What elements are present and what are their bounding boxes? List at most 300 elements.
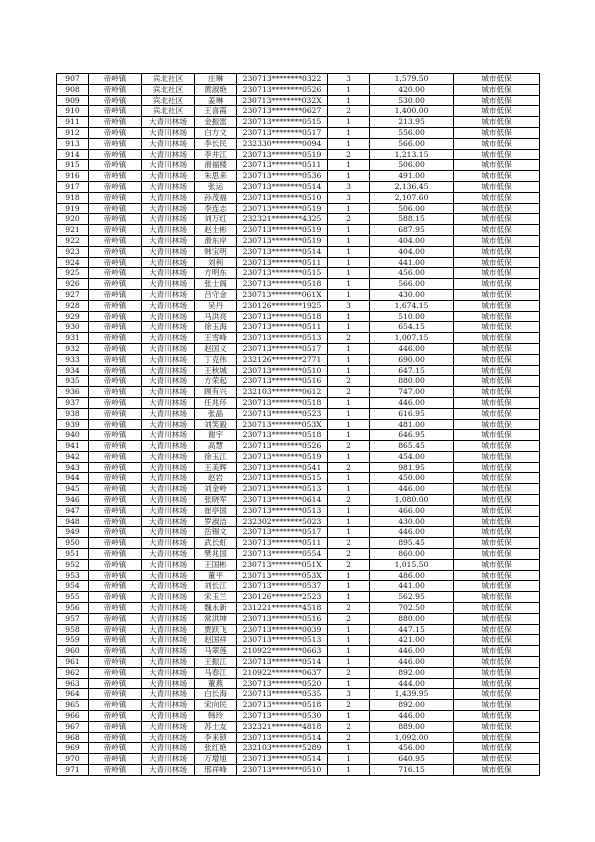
household-size-cell: 2 [328, 462, 370, 473]
household-size-cell: 1 [328, 408, 370, 419]
category-cell: 城市低保 [454, 203, 540, 214]
name-cell: 赵士彬 [195, 225, 237, 236]
amount-cell: 444.00 [370, 678, 454, 689]
household-size-cell: 1 [328, 289, 370, 300]
village-cell: 大青川林场 [142, 138, 195, 149]
amount-cell: 530.00 [370, 95, 454, 106]
table-row [57, 603, 540, 614]
id-number-cell: 232126********2771 [237, 354, 328, 365]
table-row [57, 689, 540, 700]
category-cell: 城市低保 [454, 624, 540, 635]
category-cell: 城市低保 [454, 181, 540, 192]
name-cell: 张运 [195, 181, 237, 192]
row-number: 971 [57, 765, 89, 776]
village-cell: 大青川林场 [142, 343, 195, 354]
id-number-cell: 230713********0518 [237, 700, 328, 711]
village-cell: 大青川林场 [142, 365, 195, 376]
row-number: 922 [57, 235, 89, 246]
amount-cell: 446.00 [370, 657, 454, 668]
town-cell: 帝岭镇 [89, 257, 142, 268]
id-number-cell: 230713********0514 [237, 246, 328, 257]
town-cell: 帝岭镇 [89, 333, 142, 344]
category-cell: 城市低保 [454, 689, 540, 700]
town-cell: 帝岭镇 [89, 538, 142, 549]
village-cell: 大青川林场 [142, 235, 195, 246]
household-size-cell: 2 [328, 214, 370, 225]
row-number: 931 [57, 333, 89, 344]
household-size-cell: 1 [328, 246, 370, 257]
category-cell: 城市低保 [454, 246, 540, 257]
town-cell: 帝岭镇 [89, 462, 142, 473]
table-row [57, 419, 540, 430]
id-number-cell: 230713********0519 [237, 451, 328, 462]
town-cell: 帝岭镇 [89, 549, 142, 560]
category-cell: 城市低保 [454, 505, 540, 516]
town-cell: 帝岭镇 [89, 322, 142, 333]
id-number-cell: 232330********0094 [237, 138, 328, 149]
name-cell: 贾跃飞 [195, 624, 237, 635]
amount-cell: 446.00 [370, 711, 454, 722]
row-number: 925 [57, 268, 89, 279]
table-row [57, 678, 540, 689]
category-cell: 城市低保 [454, 171, 540, 182]
household-size-cell: 1 [328, 473, 370, 484]
table-row [57, 268, 540, 279]
amount-cell: 747.00 [370, 387, 454, 398]
amount-cell: 456.00 [370, 743, 454, 754]
household-size-cell: 1 [328, 171, 370, 182]
table-row [57, 624, 540, 635]
table-row [57, 192, 540, 203]
name-cell: 董燕 [195, 678, 237, 689]
village-cell: 大青川林场 [142, 397, 195, 408]
table-row [57, 592, 540, 603]
amount-cell: 450.00 [370, 473, 454, 484]
table-row [57, 95, 540, 106]
category-cell: 城市低保 [454, 613, 540, 624]
category-cell: 城市低保 [454, 333, 540, 344]
amount-cell: 562.95 [370, 592, 454, 603]
table-row [57, 171, 540, 182]
table-row [57, 74, 540, 85]
table-row [57, 117, 540, 128]
category-cell: 城市低保 [454, 322, 540, 333]
amount-cell: 1,213.15 [370, 149, 454, 160]
category-cell: 城市低保 [454, 527, 540, 538]
town-cell: 帝岭镇 [89, 495, 142, 506]
id-number-cell: 230713********0523 [237, 408, 328, 419]
row-number: 968 [57, 732, 89, 743]
name-cell: 赵岩 [195, 473, 237, 484]
household-size-cell: 1 [328, 646, 370, 657]
table-row [57, 322, 540, 333]
name-cell: 吴丹 [195, 300, 237, 311]
village-cell: 大青川林场 [142, 246, 195, 257]
category-cell: 城市低保 [454, 603, 540, 614]
row-number: 912 [57, 127, 89, 138]
row-number: 970 [57, 754, 89, 765]
table-row [57, 743, 540, 754]
table-row [57, 559, 540, 570]
village-cell: 大青川林场 [142, 203, 195, 214]
town-cell: 帝岭镇 [89, 700, 142, 711]
amount-cell: 865.45 [370, 441, 454, 452]
id-number-cell: 230713********0535 [237, 689, 328, 700]
town-cell: 帝岭镇 [89, 667, 142, 678]
table-row [57, 495, 540, 506]
name-cell: 任兆环 [195, 397, 237, 408]
category-cell: 城市低保 [454, 311, 540, 322]
table-row [57, 300, 540, 311]
name-cell: 苏士友 [195, 721, 237, 732]
name-cell: 魏永新 [195, 603, 237, 614]
id-number-cell: 232302********5023 [237, 516, 328, 527]
household-size-cell: 1 [328, 225, 370, 236]
id-number-cell: 230713********0518 [237, 311, 328, 322]
name-cell: 王国彬 [195, 559, 237, 570]
id-number-cell: 230713********0519 [237, 203, 328, 214]
amount-cell: 654.15 [370, 322, 454, 333]
table-row [57, 765, 540, 776]
village-cell: 大青川林场 [142, 495, 195, 506]
household-size-cell: 2 [328, 149, 370, 160]
row-number: 964 [57, 689, 89, 700]
village-cell: 大青川林场 [142, 160, 195, 171]
id-number-cell: 230713********0518 [237, 397, 328, 408]
amount-cell: 1,007.15 [370, 333, 454, 344]
town-cell: 帝岭镇 [89, 657, 142, 668]
village-cell: 大青川林场 [142, 732, 195, 743]
village-cell: 大青川林场 [142, 289, 195, 300]
table-row [57, 311, 540, 322]
table-row [57, 279, 540, 290]
name-cell: 刘长江 [195, 581, 237, 592]
town-cell: 帝岭镇 [89, 300, 142, 311]
name-cell: 王雪峰 [195, 333, 237, 344]
household-size-cell: 2 [328, 721, 370, 732]
name-cell: 赵国祥 [195, 635, 237, 646]
table-row [57, 732, 540, 743]
household-size-cell: 1 [328, 257, 370, 268]
village-cell: 大青川林场 [142, 279, 195, 290]
village-cell: 大青川林场 [142, 613, 195, 624]
table-row [57, 570, 540, 581]
town-cell: 帝岭镇 [89, 117, 142, 128]
village-cell: 大青川林场 [142, 667, 195, 678]
amount-cell: 446.00 [370, 397, 454, 408]
id-number-cell: 230713********0322 [237, 74, 328, 85]
amount-cell: 213.95 [370, 117, 454, 128]
amount-cell: 1,015.50 [370, 559, 454, 570]
amount-cell: 690.00 [370, 354, 454, 365]
name-cell: 顾有兴 [195, 387, 237, 398]
category-cell: 城市低保 [454, 343, 540, 354]
name-cell: 徐玉江 [195, 451, 237, 462]
amount-cell: 441.00 [370, 581, 454, 592]
household-size-cell: 2 [328, 333, 370, 344]
category-cell: 城市低保 [454, 592, 540, 603]
town-cell: 帝岭镇 [89, 214, 142, 225]
id-number-cell: 230713********0511 [237, 257, 328, 268]
town-cell: 帝岭镇 [89, 732, 142, 743]
name-cell: 张红艳 [195, 743, 237, 754]
amount-cell: 895.45 [370, 538, 454, 549]
id-number-cell: 230713********0510 [237, 365, 328, 376]
name-cell: 宋玉兰 [195, 592, 237, 603]
category-cell: 城市低保 [454, 138, 540, 149]
name-cell: 丁克伟 [195, 354, 237, 365]
id-number-cell: 230713********0526 [237, 441, 328, 452]
id-number-cell: 230126********1925 [237, 300, 328, 311]
category-cell: 城市低保 [454, 743, 540, 754]
id-number-cell: 230713********0514 [237, 657, 328, 668]
table-row [57, 354, 540, 365]
name-cell: 金振雷 [195, 117, 237, 128]
id-number-cell: 230713********0513 [237, 635, 328, 646]
row-number: 948 [57, 516, 89, 527]
name-cell: 张晶 [195, 408, 237, 419]
name-cell: 方明东 [195, 268, 237, 279]
name-cell: 方荣起 [195, 376, 237, 387]
amount-cell: 454.00 [370, 451, 454, 462]
row-number: 920 [57, 214, 89, 225]
row-number: 932 [57, 343, 89, 354]
village-cell: 大青川林场 [142, 192, 195, 203]
town-cell: 帝岭镇 [89, 408, 142, 419]
amount-cell: 892.00 [370, 700, 454, 711]
row-number: 914 [57, 149, 89, 160]
name-cell: 黄淑艳 [195, 84, 237, 95]
category-cell: 城市低保 [454, 289, 540, 300]
category-cell: 城市低保 [454, 700, 540, 711]
row-number: 934 [57, 365, 89, 376]
row-number: 966 [57, 711, 89, 722]
id-number-cell: 230713********0537 [237, 581, 328, 592]
name-cell: 常洪坤 [195, 613, 237, 624]
town-cell: 帝岭镇 [89, 171, 142, 182]
category-cell: 城市低保 [454, 84, 540, 95]
household-size-cell: 2 [328, 603, 370, 614]
town-cell: 帝岭镇 [89, 397, 142, 408]
village-cell: 宾北社区 [142, 84, 195, 95]
name-cell: 武长虹 [195, 538, 237, 549]
household-size-cell: 1 [328, 235, 370, 246]
row-number: 935 [57, 376, 89, 387]
amount-cell: 566.00 [370, 138, 454, 149]
table-row [57, 473, 540, 484]
household-size-cell: 3 [328, 192, 370, 203]
id-number-cell: 210922********0663 [237, 646, 328, 657]
id-number-cell: 230713********032X [237, 95, 328, 106]
household-size-cell: 1 [328, 322, 370, 333]
village-cell: 大青川林场 [142, 657, 195, 668]
category-cell: 城市低保 [454, 225, 540, 236]
row-number: 911 [57, 117, 89, 128]
id-number-cell: 230713********0517 [237, 127, 328, 138]
id-number-cell: 230713********0515 [237, 268, 328, 279]
amount-cell: 880.00 [370, 613, 454, 624]
category-cell: 城市低保 [454, 516, 540, 527]
id-number-cell: 230713********0520 [237, 678, 328, 689]
category-cell: 城市低保 [454, 765, 540, 776]
table-row [57, 408, 540, 419]
village-cell: 大青川林场 [142, 462, 195, 473]
id-number-cell: 230713********0627 [237, 106, 328, 117]
row-number: 949 [57, 527, 89, 538]
category-cell: 城市低保 [454, 495, 540, 506]
id-number-cell: 230713********0514 [237, 754, 328, 765]
village-cell: 大青川林场 [142, 559, 195, 570]
village-cell: 大青川林场 [142, 419, 195, 430]
category-cell: 城市低保 [454, 106, 540, 117]
row-number: 963 [57, 678, 89, 689]
name-cell: 岳锡文 [195, 527, 237, 538]
row-number: 907 [57, 74, 89, 85]
table-row [57, 516, 540, 527]
table-row [57, 289, 540, 300]
household-size-cell: 1 [328, 127, 370, 138]
table-row [57, 397, 540, 408]
row-number: 913 [57, 138, 89, 149]
household-size-cell: 1 [328, 451, 370, 462]
village-cell: 大青川林场 [142, 430, 195, 441]
village-cell: 大青川林场 [142, 387, 195, 398]
village-cell: 大青川林场 [142, 127, 195, 138]
category-cell: 城市低保 [454, 570, 540, 581]
amount-cell: 566.00 [370, 279, 454, 290]
household-size-cell: 1 [328, 203, 370, 214]
village-cell: 宾北社区 [142, 74, 195, 85]
row-number: 916 [57, 171, 89, 182]
amount-cell: 481.00 [370, 419, 454, 430]
row-number: 908 [57, 84, 89, 95]
category-cell: 城市低保 [454, 721, 540, 732]
id-number-cell: 230713********051X [237, 559, 328, 570]
category-cell: 城市低保 [454, 549, 540, 560]
category-cell: 城市低保 [454, 635, 540, 646]
village-cell: 大青川林场 [142, 473, 195, 484]
village-cell: 大青川林场 [142, 570, 195, 581]
table-body [57, 74, 540, 776]
id-number-cell: 230713********0526 [237, 84, 328, 95]
name-cell: 韩玲 [195, 711, 237, 722]
category-cell: 城市低保 [454, 300, 540, 311]
town-cell: 帝岭镇 [89, 613, 142, 624]
row-number: 930 [57, 322, 89, 333]
id-number-cell: 230713********0511 [237, 322, 328, 333]
row-number: 942 [57, 451, 89, 462]
name-cell: 吕守金 [195, 289, 237, 300]
amount-cell: 421.00 [370, 635, 454, 646]
table-row [57, 646, 540, 657]
town-cell: 帝岭镇 [89, 527, 142, 538]
row-number: 937 [57, 397, 89, 408]
table-row [57, 441, 540, 452]
town-cell: 帝岭镇 [89, 192, 142, 203]
village-cell: 大青川林场 [142, 700, 195, 711]
id-number-cell: 230713********061X [237, 289, 328, 300]
town-cell: 帝岭镇 [89, 635, 142, 646]
category-cell: 城市低保 [454, 408, 540, 419]
name-cell: 刘利 [195, 257, 237, 268]
amount-cell: 491.00 [370, 171, 454, 182]
household-size-cell: 1 [328, 505, 370, 516]
row-number: 962 [57, 667, 89, 678]
town-cell: 帝岭镇 [89, 376, 142, 387]
town-cell: 帝岭镇 [89, 473, 142, 484]
town-cell: 帝岭镇 [89, 711, 142, 722]
table-row [57, 527, 540, 538]
row-number: 933 [57, 354, 89, 365]
household-size-cell: 3 [328, 689, 370, 700]
row-number: 969 [57, 743, 89, 754]
town-cell: 帝岭镇 [89, 268, 142, 279]
amount-cell: 506.00 [370, 203, 454, 214]
amount-cell: 1,092.00 [370, 732, 454, 743]
name-cell: 朱思来 [195, 171, 237, 182]
id-number-cell: 232321********4325 [237, 214, 328, 225]
village-cell: 大青川林场 [142, 311, 195, 322]
household-size-cell: 1 [328, 430, 370, 441]
row-number: 958 [57, 624, 89, 635]
village-cell: 大青川林场 [142, 408, 195, 419]
id-number-cell: 230713********0541 [237, 462, 328, 473]
row-number: 923 [57, 246, 89, 257]
name-cell: 白方文 [195, 127, 237, 138]
household-size-cell: 2 [328, 538, 370, 549]
amount-cell: 456.00 [370, 268, 454, 279]
row-number: 909 [57, 95, 89, 106]
row-number: 956 [57, 603, 89, 614]
household-size-cell: 1 [328, 678, 370, 689]
town-cell: 帝岭镇 [89, 451, 142, 462]
amount-cell: 1,400.00 [370, 106, 454, 117]
row-number: 910 [57, 106, 89, 117]
row-number: 936 [57, 387, 89, 398]
table-row [57, 127, 540, 138]
id-number-cell: 230713********0514 [237, 732, 328, 743]
row-number: 924 [57, 257, 89, 268]
village-cell: 大青川林场 [142, 754, 195, 765]
amount-cell: 404.00 [370, 246, 454, 257]
category-cell: 城市低保 [454, 538, 540, 549]
category-cell: 城市低保 [454, 160, 540, 171]
category-cell: 城市低保 [454, 192, 540, 203]
household-size-cell: 1 [328, 354, 370, 365]
amount-cell: 892.00 [370, 667, 454, 678]
name-cell: 张士阁 [195, 279, 237, 290]
household-size-cell: 1 [328, 516, 370, 527]
household-size-cell: 1 [328, 711, 370, 722]
id-number-cell: 230713********0518 [237, 430, 328, 441]
household-size-cell: 1 [328, 311, 370, 322]
name-cell: 李来锁 [195, 732, 237, 743]
name-cell: 马洪亮 [195, 311, 237, 322]
row-number: 957 [57, 613, 89, 624]
village-cell: 大青川林场 [142, 300, 195, 311]
table-row [57, 181, 540, 192]
category-cell: 城市低保 [454, 451, 540, 462]
beneficiary-table [56, 73, 540, 776]
id-number-cell: 230713********0513 [237, 505, 328, 516]
amount-cell: 616.95 [370, 408, 454, 419]
village-cell: 大青川林场 [142, 603, 195, 614]
town-cell: 帝岭镇 [89, 516, 142, 527]
name-cell: 邢祥峰 [195, 765, 237, 776]
category-cell: 城市低保 [454, 95, 540, 106]
village-cell: 大青川林场 [142, 516, 195, 527]
name-cell: 马春江 [195, 667, 237, 678]
